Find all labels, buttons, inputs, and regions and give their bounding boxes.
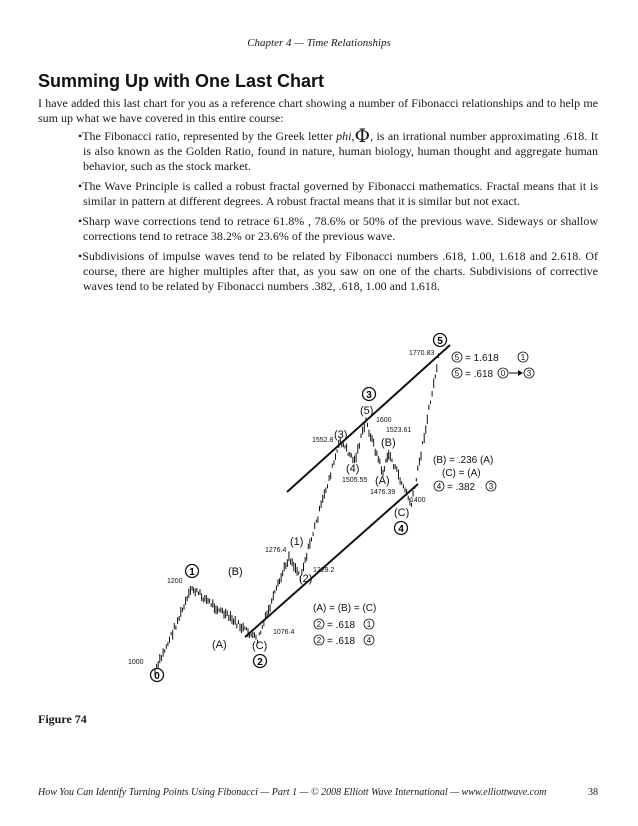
wave-1-label: 1 xyxy=(189,567,195,578)
price-1200: 1200 xyxy=(167,578,183,585)
wave-5-marker xyxy=(434,334,447,348)
rel-bot-2-circ2: 1 xyxy=(366,620,372,629)
rel-top-b: = .618 xyxy=(465,369,494,380)
bullet-phi-pre: •The Fibonacci ratio, represented by the Greek letter xyxy=(78,129,337,143)
lower-channel-line xyxy=(245,484,418,637)
phi-word: phi, xyxy=(336,129,355,143)
phi-symbol: Φ xyxy=(354,125,371,147)
upper-channel-line xyxy=(287,345,450,492)
price-1523: 1523.61 xyxy=(386,427,412,434)
price-1000: 1000 xyxy=(128,659,144,666)
bullet-fractal: •The Wave Principle is called a robust fractal governed by Fibonacci mathematics. Fractal means that it is similar in pattern at different degrees. A robust fractal means that it is similar but not exact. xyxy=(78,179,598,208)
wave-b2-label: (B) xyxy=(381,437,396,449)
rel-mid-3-circ1: 4 xyxy=(436,482,442,491)
rel-top-b-circ2: 0 xyxy=(500,369,506,378)
price-1770: 1770.83 xyxy=(409,350,435,357)
wave-a2-label: (A) xyxy=(375,475,390,487)
subwave-5-label: (5) xyxy=(360,405,374,417)
rel-bot-2: = .618 xyxy=(327,620,356,631)
price-1400: 1400 xyxy=(410,497,426,504)
wave-2-label: 2 xyxy=(257,657,263,668)
wave-4-label: 4 xyxy=(398,524,404,535)
figure-label: Figure 74 xyxy=(38,712,87,726)
section-title: Summing Up with One Last Chart xyxy=(38,71,325,91)
rel-mid-2: (C) = (A) xyxy=(442,468,481,479)
rel-top-a-circ1: 5 xyxy=(454,353,460,362)
rel-bot-3-circ2: 4 xyxy=(366,636,372,645)
relationships-middle xyxy=(433,455,496,493)
price-1505: 1505.55 xyxy=(342,477,368,484)
wave-c1-label: (C) xyxy=(252,640,268,652)
wave-0-marker xyxy=(151,669,164,683)
subwave-1-label: (1) xyxy=(290,536,304,548)
chapter-header: Chapter 4 — Time Relationships xyxy=(247,37,391,49)
wave-a1-label: (A) xyxy=(212,639,227,651)
relationships-top xyxy=(452,352,534,380)
price-1076: 1076.4 xyxy=(273,629,295,636)
wave-3-marker xyxy=(363,388,376,402)
bullet-phi-post: , is an irrational number approximating .618. It is also known as the Golden Ratio, found in nature, human biology, human thought and aggregate human behavior, such as the stock market. xyxy=(83,129,599,173)
price-1600: 1600 xyxy=(376,417,392,424)
page-footer xyxy=(38,787,598,798)
subwave-4-label: (4) xyxy=(346,463,360,475)
wave-5-label: 5 xyxy=(437,336,443,347)
wave-2-marker xyxy=(254,655,267,669)
price-1476: 1476.39 xyxy=(370,489,396,496)
rel-top-a-circ2: 1 xyxy=(520,353,526,362)
footer-text: How You Can Identify Turning Points Using Fibonacci — Part 1 — © 2008 Elliott Wave International — www.elliottwave.com xyxy=(38,787,547,798)
rel-bot-1: (A) = (B) = (C) xyxy=(313,603,377,614)
rel-top-b-circ3: 3 xyxy=(526,369,532,378)
rel-mid-3: = .382 xyxy=(447,482,476,493)
subwave-3-label: (3) xyxy=(334,429,348,441)
bullet-subdivisions: •Subdivisions of impulse waves tend to be related by Fibonacci numbers .618, 1.00, 1.618 and 2.618. Of course, there are higher multiples after that, as you saw on one of the charts. Subdivisions of corrective waves tend to be related by Fibonacci numbers .382, .618, 1.00 and 1.618. xyxy=(78,249,598,293)
page-number: 38 xyxy=(588,787,598,798)
wave-0-label: 0 xyxy=(154,671,160,682)
rel-bot-3-circ1: 2 xyxy=(316,636,322,645)
rel-top-a: = 1.618 xyxy=(465,353,499,364)
wave-c2-label: (C) xyxy=(394,507,410,519)
subwave-2-label: (2) xyxy=(299,573,313,585)
relationships-bottom xyxy=(313,603,376,647)
intro-paragraph: I have added this last chart for you as a reference chart showing a number of Fibonacci relationships and to help me sum up what we have covered in this entire course: xyxy=(38,96,598,125)
price-1229: 1229.2 xyxy=(313,567,335,574)
price-1276: 1276.4 xyxy=(265,547,287,554)
wave-4-marker xyxy=(395,522,408,536)
wave-1-marker xyxy=(186,565,199,579)
wave-3-label: 3 xyxy=(366,390,372,401)
rel-mid-1: (B) = .236 (A) xyxy=(433,455,494,466)
rel-top-b-circ1: 5 xyxy=(454,369,460,378)
rel-bot-2-circ1: 2 xyxy=(316,620,322,629)
price-1552: 1552.8 xyxy=(312,437,334,444)
rel-mid-3-circ2: 3 xyxy=(488,482,494,491)
rel-bot-3: = .618 xyxy=(327,636,356,647)
bullet-retrace: •Sharp wave corrections tend to retrace 61.8% , 78.6% or 50% of the previous wave. Sideways or shallow corrections tend to retrace 38.2% or 23.6% of the previous wave. xyxy=(78,214,598,243)
wave-b1-label: (B) xyxy=(228,566,243,578)
